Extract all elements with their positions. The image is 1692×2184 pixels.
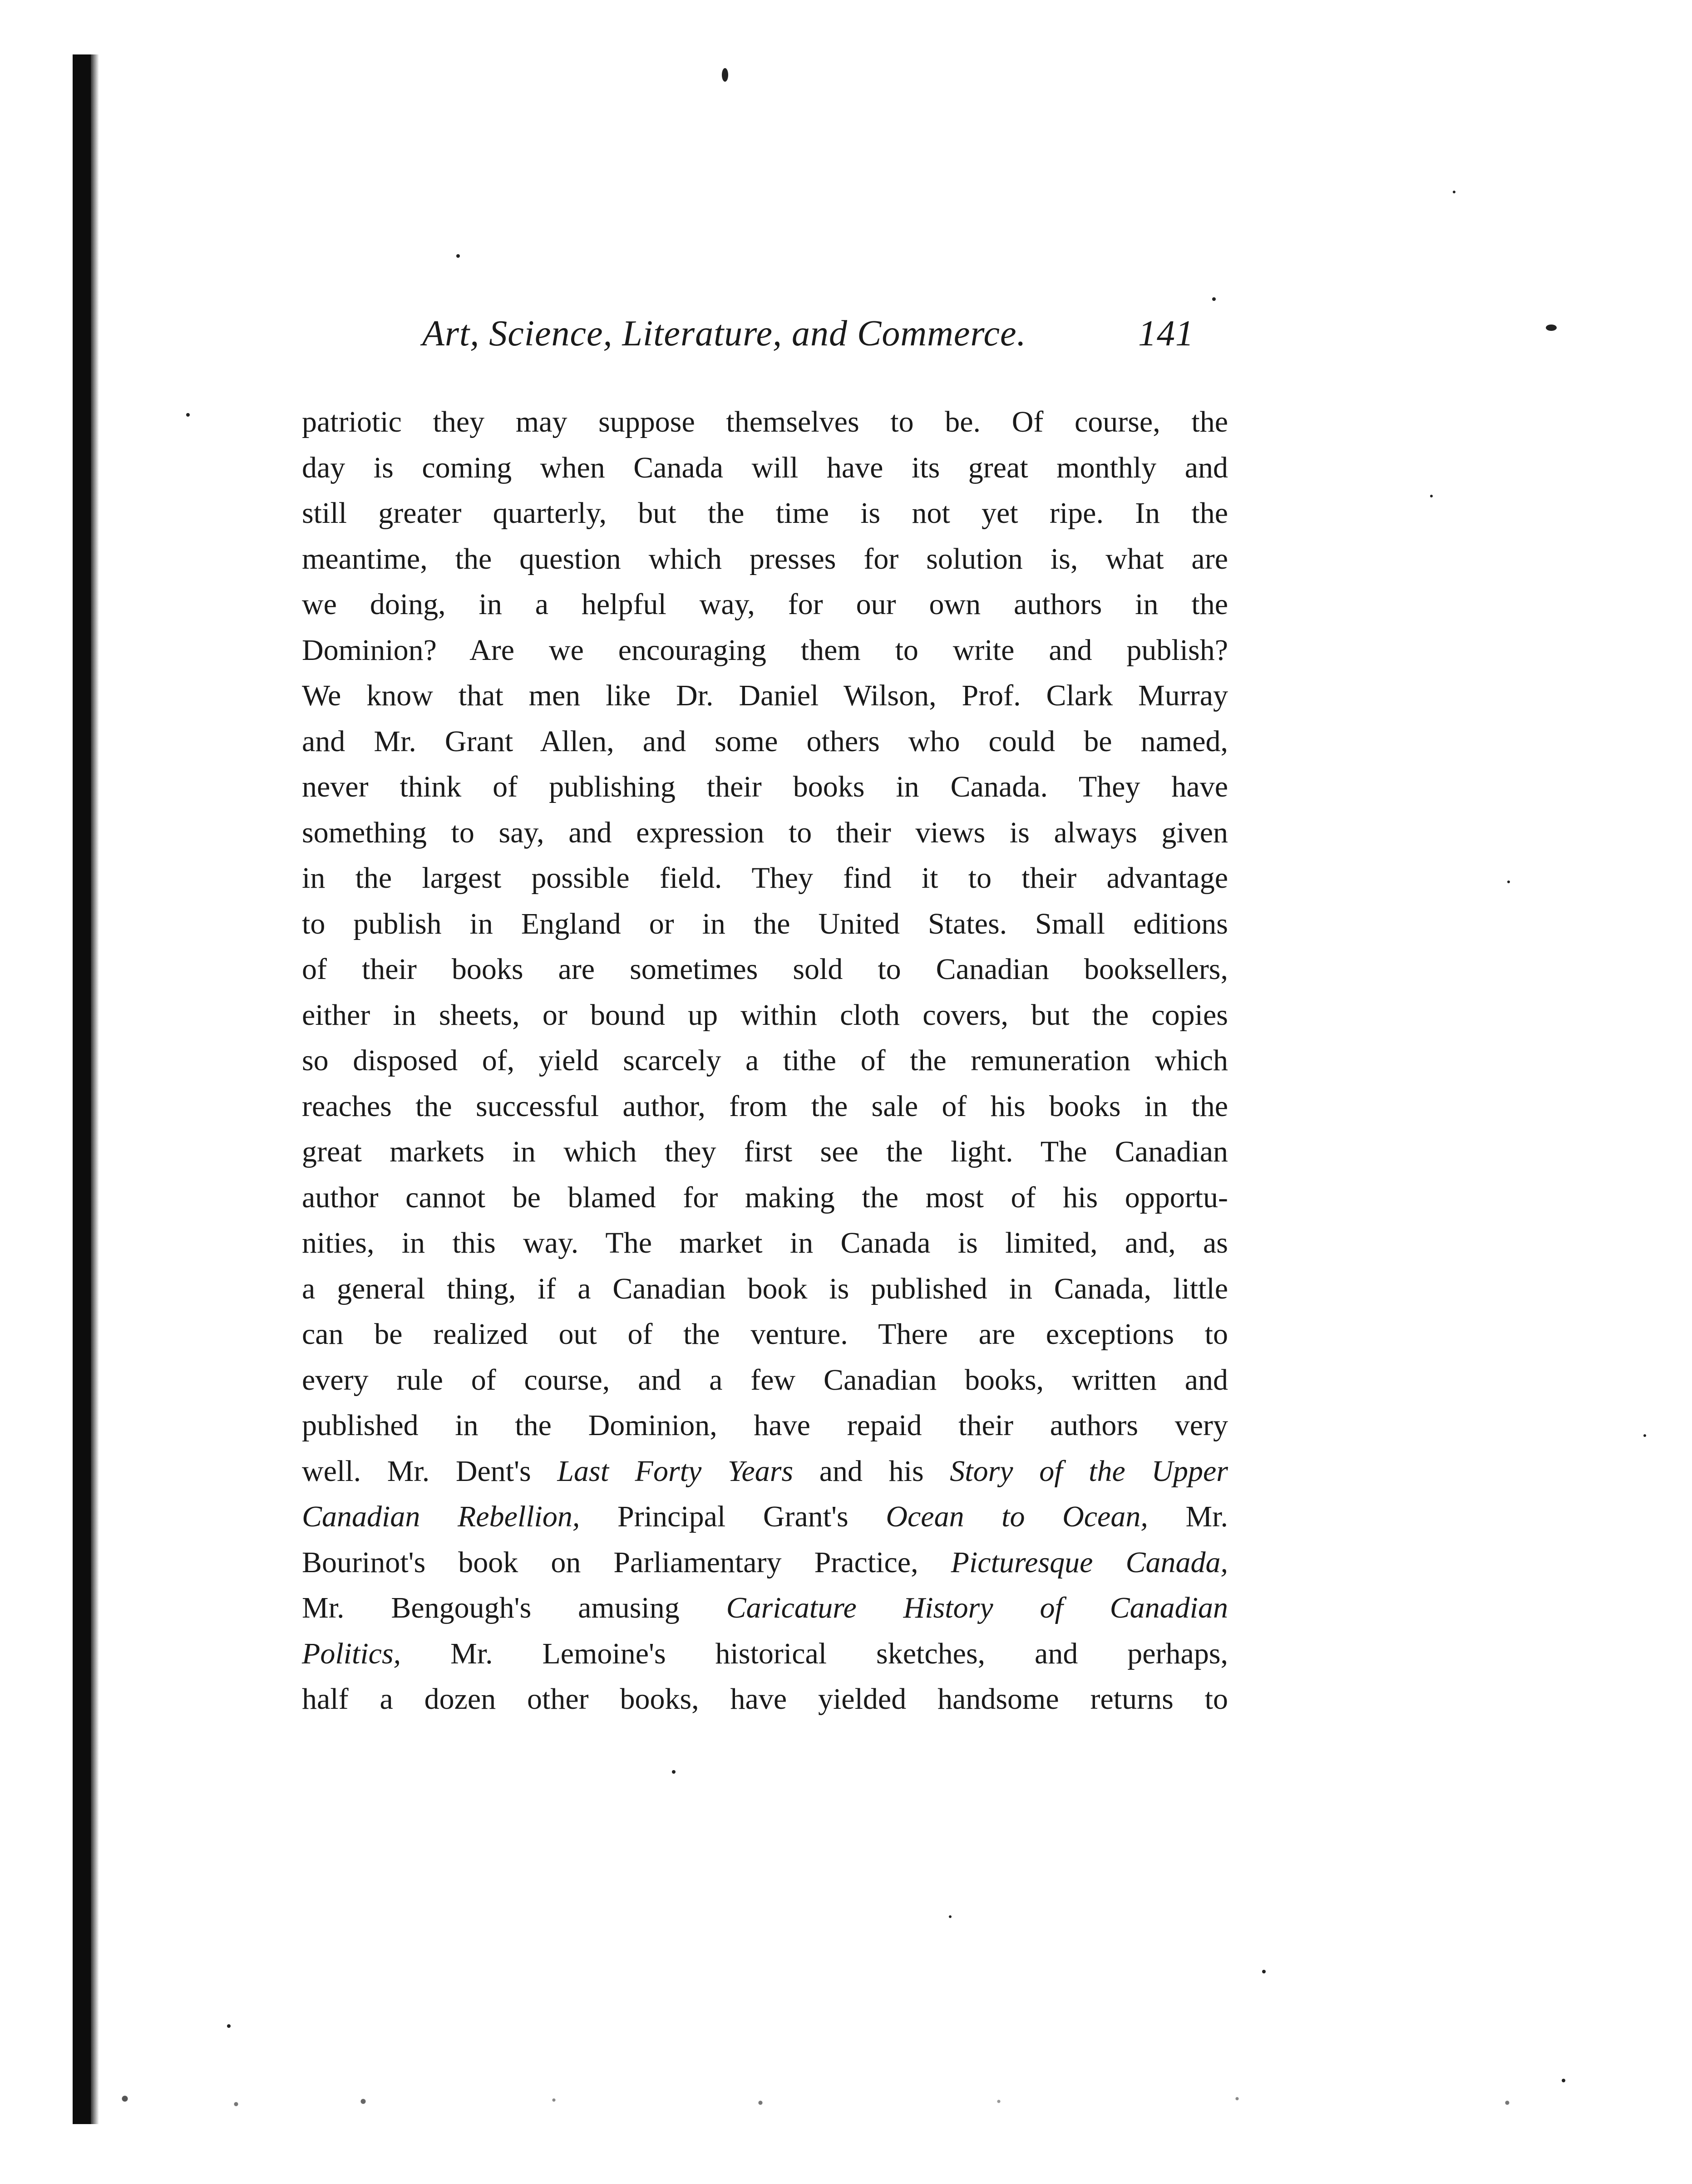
scan-bottom-edge-noise [45,2088,1634,2115]
scan-speck [1562,2079,1565,2082]
text-line: we doing, in a helpful way, for our own authors in the [302,588,1228,621]
book-title: Canadian Rebellion, [302,1500,580,1533]
scan-speck [1453,191,1455,193]
text-line: day is coming when Canada will have its great monthly and [302,451,1228,484]
scan-speck [1507,880,1510,883]
text-line-with-title [302,1494,1228,1540]
book-title: Politics, [302,1637,401,1670]
text-line: half a dozen other books, have yielded handsome returns to [302,1682,1228,1716]
text-line: to publish in England or in the United States. Small editions [302,907,1228,940]
scan-speck [949,1915,952,1918]
binding-shadow [91,54,99,2124]
scan-speck [722,68,728,82]
text-line-with-title [302,1540,1228,1586]
text-run: Principal Grant's [580,1500,886,1533]
text-line: meantime, the question which presses for solution is, what are [302,542,1228,576]
text-line: of their books are sometimes sold to Canadian booksellers, [302,953,1228,986]
text-line: never think of publishing their books in Canada. They have [302,770,1228,803]
text-run: Mr. Lemoine's historical sketches, and perhaps, [401,1637,1228,1670]
text-line: nities, in this way. The market in Canada is limited, and, as [302,1226,1228,1259]
text-line: so disposed of, yield scarcely a tithe of the remuneration which [302,1044,1228,1077]
text-line-with-title [302,1449,1228,1495]
scan-speck [186,413,190,417]
text-line: either in sheets, or bound up within cloth covers, but the copies [302,998,1228,1032]
binding-gutter [73,54,91,2124]
text-line: in the largest possible field. They find it to their advantage [302,861,1228,895]
text-line: patriotic they may suppose themselves to be. Of course, the [302,405,1228,438]
scan-speck [1430,495,1433,497]
book-title: Ocean to Ocean, [886,1500,1148,1533]
text-run: Bourinot's book on Parliamentary Practice, [302,1545,951,1579]
text-line: published in the Dominion, have repaid their authors very [302,1409,1228,1442]
text-line-with-title [302,1631,1228,1677]
scan-speck [227,2024,231,2028]
text-line: can be realized out of the venture. There are exceptions to [302,1318,1228,1351]
book-title: Caricature History of Canadian [726,1591,1228,1624]
scan-speck [672,1770,676,1774]
text-run: Mr. [1148,1500,1228,1533]
text-line: reaches the successful author, from the sale of his books in the [302,1089,1228,1123]
text-line: Dominion? Are we encouraging them to write and publish? [302,633,1228,667]
text-line: a general thing, if a Canadian book is published in Canada, little [302,1272,1228,1305]
page-number: 141 [1138,314,1194,354]
text-run: well. Mr. Dent's [302,1454,557,1488]
scan-speck [1212,297,1216,301]
text-line: every rule of course, and a few Canadian books, written and [302,1363,1228,1397]
scan-speck [1643,1434,1646,1437]
text-line-with-title [302,1585,1228,1631]
text-line: great markets in which they first see the light. The Canadian [302,1135,1228,1168]
text-line: something to say, and expression to their views is always given [302,816,1228,849]
scan-speck [1546,325,1557,331]
text-line: and Mr. Grant Allen, and some others who could be named, [302,724,1228,758]
scan-speck [456,254,460,258]
body-text [302,399,1228,1722]
scan-speck [1262,1970,1266,1973]
book-title: Story of the Upper [950,1454,1228,1488]
book-title: Picturesque Canada, [951,1545,1228,1579]
text-run: and his [793,1454,950,1488]
text-run: Mr. Bengough's amusing [302,1591,726,1624]
running-head-title: Art, Science, Literature, and Commerce. [422,314,1026,354]
running-head [422,313,1194,363]
text-line: still greater quarterly, but the time is not yet ripe. In the [302,497,1228,530]
text-line: We know that men like Dr. Daniel Wilson, Prof. Clark Murray [302,679,1228,712]
book-title: Last Forty Years [557,1454,794,1488]
text-line: author cannot be blamed for making the most of his opportu- [302,1181,1228,1214]
